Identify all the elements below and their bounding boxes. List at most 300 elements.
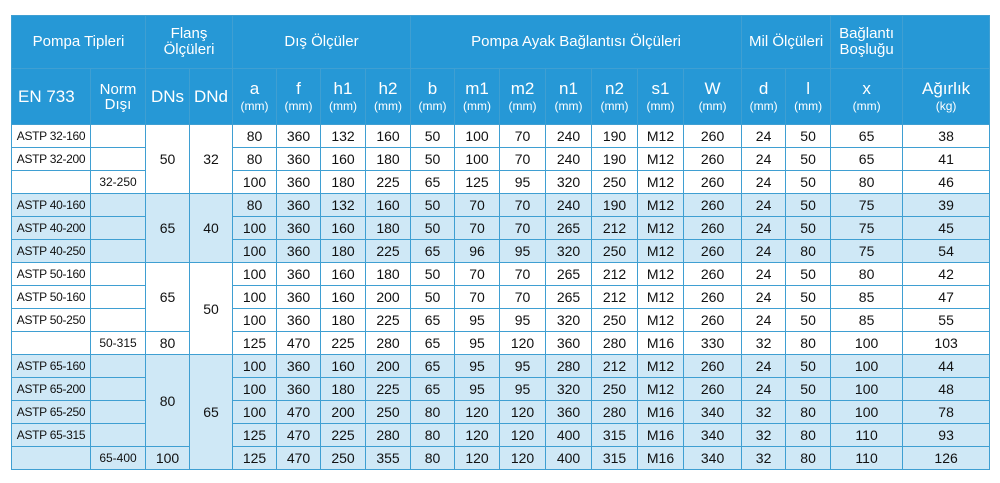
cell-n2: 250 [592, 378, 638, 401]
cell-h1: 160 [321, 263, 366, 286]
cell-w: 260 [684, 240, 742, 263]
cell-a: 100 [233, 401, 277, 424]
group-empty [903, 16, 990, 69]
col-m1-unit: (mm) [463, 99, 491, 113]
cell-h2: 280 [366, 332, 411, 355]
col-norm-line1: Norm [99, 80, 137, 98]
col-l-label: l [806, 79, 810, 98]
cell-f: 470 [277, 401, 321, 424]
cell-en733 [12, 332, 91, 355]
table-row [12, 194, 990, 217]
cell-b: 50 [411, 286, 455, 309]
col-n2-unit: (mm) [600, 99, 629, 113]
cell-m2: 70 [500, 263, 546, 286]
cell-n2: 315 [592, 424, 638, 447]
cell-n1: 360 [546, 332, 592, 355]
cell-m1: 120 [455, 447, 500, 470]
cell-d: 24 [742, 378, 786, 401]
cell-m2: 95 [500, 171, 546, 194]
col-agirlik [903, 69, 990, 125]
cell-m2: 70 [500, 286, 546, 309]
cell-l: 50 [786, 194, 831, 217]
cell-f: 360 [277, 286, 321, 309]
cell-d: 32 [742, 401, 786, 424]
cell-m2: 95 [500, 240, 546, 263]
col-m2 [500, 69, 546, 125]
group-pompa-ayak: Pompa Ayak Bağlantısı Ölçüleri [411, 16, 742, 69]
cell-f: 360 [277, 125, 321, 148]
col-b-unit: (mm) [418, 99, 447, 113]
cell-x: 100 [831, 401, 903, 424]
cell-kg: 38 [903, 125, 990, 148]
cell-x: 75 [831, 194, 903, 217]
cell-dnd: 40 [190, 194, 233, 263]
cell-n2: 190 [592, 194, 638, 217]
cell-s1: M12 [638, 286, 684, 309]
pump-dimensions-table [11, 15, 990, 470]
cell-l: 80 [786, 332, 831, 355]
cell-d: 24 [742, 148, 786, 171]
cell-m1: 70 [455, 217, 500, 240]
col-h2-label: h2 [378, 79, 398, 98]
cell-d: 24 [742, 355, 786, 378]
cell-m1: 95 [455, 355, 500, 378]
cell-h2: 250 [366, 401, 411, 424]
cell-x: 100 [831, 332, 903, 355]
cell-n1: 320 [546, 309, 592, 332]
cell-a: 100 [233, 355, 277, 378]
cell-f: 470 [277, 424, 321, 447]
col-n1-unit: (mm) [554, 99, 583, 113]
cell-w: 260 [684, 148, 742, 171]
col-d [742, 69, 786, 125]
cell-h2: 225 [366, 171, 411, 194]
cell-b: 80 [411, 447, 455, 470]
cell-s1: M16 [638, 424, 684, 447]
cell-dns: 50 [146, 125, 190, 194]
cell-n2: 212 [592, 263, 638, 286]
cell-w: 340 [684, 401, 742, 424]
cell-kg: 46 [903, 171, 990, 194]
cell-norm-disi [91, 125, 146, 148]
cell-w: 260 [684, 286, 742, 309]
cell-h1: 180 [321, 378, 366, 401]
col-a-unit: (mm) [240, 99, 269, 113]
cell-f: 360 [277, 171, 321, 194]
cell-en733: ASTP 40-200 [12, 217, 91, 240]
cell-h1: 180 [321, 171, 366, 194]
cell-d: 32 [742, 332, 786, 355]
cell-s1: M12 [638, 171, 684, 194]
cell-m2: 120 [500, 332, 546, 355]
cell-h2: 225 [366, 378, 411, 401]
col-n1-label: n1 [559, 79, 578, 98]
cell-n2: 280 [592, 401, 638, 424]
cell-norm-disi [91, 286, 146, 309]
cell-en733: ASTP 32-200 [12, 148, 91, 171]
cell-w: 260 [684, 378, 742, 401]
cell-m1: 125 [455, 171, 500, 194]
cell-en733: ASTP 40-250 [12, 240, 91, 263]
cell-l: 50 [786, 148, 831, 171]
col-d-label: d [758, 79, 769, 98]
col-n2-label: n2 [605, 79, 624, 98]
cell-f: 360 [277, 148, 321, 171]
group-baglanti-line1: Bağlantı [839, 25, 895, 42]
cell-n2: 212 [592, 217, 638, 240]
group-flans-line2: Ölçüleri [163, 41, 215, 58]
cell-kg: 126 [903, 447, 990, 470]
cell-d: 24 [742, 125, 786, 148]
cell-f: 360 [277, 240, 321, 263]
cell-s1: M16 [638, 332, 684, 355]
cell-n2: 250 [592, 171, 638, 194]
cell-h1: 225 [321, 332, 366, 355]
col-n2 [592, 69, 638, 125]
cell-s1: M12 [638, 217, 684, 240]
table-row [12, 447, 990, 470]
col-m1 [455, 69, 500, 125]
table-row [12, 332, 990, 355]
cell-dnd: 32 [190, 125, 233, 194]
cell-b: 65 [411, 171, 455, 194]
cell-m2: 70 [500, 148, 546, 171]
cell-h2: 280 [366, 424, 411, 447]
cell-n2: 315 [592, 447, 638, 470]
cell-m1: 120 [455, 401, 500, 424]
cell-w: 260 [684, 309, 742, 332]
cell-l: 50 [786, 171, 831, 194]
col-f-label: f [296, 79, 301, 98]
table-row [12, 125, 990, 148]
cell-d: 24 [742, 217, 786, 240]
cell-l: 50 [786, 217, 831, 240]
cell-s1: M16 [638, 447, 684, 470]
cell-x: 100 [831, 355, 903, 378]
cell-w: 340 [684, 447, 742, 470]
cell-norm-disi [91, 424, 146, 447]
cell-h1: 160 [321, 286, 366, 309]
cell-b: 80 [411, 424, 455, 447]
col-f [277, 69, 321, 125]
cell-b: 50 [411, 125, 455, 148]
cell-l: 50 [786, 355, 831, 378]
cell-b: 80 [411, 401, 455, 424]
cell-m2: 70 [500, 125, 546, 148]
cell-kg: 55 [903, 309, 990, 332]
col-norm-disi [91, 69, 146, 125]
cell-d: 24 [742, 263, 786, 286]
cell-l: 80 [786, 424, 831, 447]
cell-norm-disi [91, 217, 146, 240]
cell-b: 65 [411, 378, 455, 401]
cell-m1: 96 [455, 240, 500, 263]
cell-h1: 180 [321, 309, 366, 332]
cell-en733: ASTP 65-315 [12, 424, 91, 447]
cell-h1: 200 [321, 401, 366, 424]
cell-a: 125 [233, 447, 277, 470]
cell-x: 110 [831, 424, 903, 447]
col-h1-label: h1 [333, 79, 353, 98]
col-h2-unit: (mm) [374, 99, 402, 113]
cell-x: 85 [831, 309, 903, 332]
cell-m1: 120 [455, 424, 500, 447]
cell-b: 65 [411, 240, 455, 263]
cell-kg: 41 [903, 148, 990, 171]
cell-f: 360 [277, 378, 321, 401]
cell-b: 65 [411, 309, 455, 332]
col-en733: EN 733 [12, 69, 91, 125]
cell-dnd: 50 [190, 263, 233, 355]
cell-m1: 95 [455, 332, 500, 355]
col-b-label: b [427, 79, 438, 98]
cell-x: 75 [831, 240, 903, 263]
cell-f: 360 [277, 263, 321, 286]
cell-l: 80 [786, 447, 831, 470]
cell-n2: 212 [592, 286, 638, 309]
cell-n1: 320 [546, 378, 592, 401]
cell-kg: 45 [903, 217, 990, 240]
cell-norm-disi [91, 263, 146, 286]
cell-dns: 100 [146, 447, 190, 470]
col-m2-label: m2 [510, 79, 535, 98]
cell-l: 50 [786, 309, 831, 332]
cell-h1: 160 [321, 217, 366, 240]
group-baglanti-line2: Boşluğu [839, 41, 894, 58]
cell-l: 80 [786, 240, 831, 263]
cell-x: 80 [831, 171, 903, 194]
cell-w: 330 [684, 332, 742, 355]
cell-kg: 54 [903, 240, 990, 263]
group-baglanti-boslugu [831, 16, 903, 69]
cell-norm-disi [91, 401, 146, 424]
cell-d: 32 [742, 447, 786, 470]
cell-x: 85 [831, 286, 903, 309]
col-x-unit: (mm) [852, 99, 881, 113]
cell-n2: 280 [592, 332, 638, 355]
group-dis-olculer: Dış Ölçüler [233, 16, 411, 69]
cell-a: 80 [233, 148, 277, 171]
cell-h2: 355 [366, 447, 411, 470]
cell-h2: 180 [366, 217, 411, 240]
col-h1 [321, 69, 366, 125]
cell-d: 24 [742, 286, 786, 309]
cell-h1: 132 [321, 194, 366, 217]
cell-n1: 360 [546, 401, 592, 424]
cell-kg: 93 [903, 424, 990, 447]
cell-en733: ASTP 50-160 [12, 263, 91, 286]
cell-h1: 180 [321, 240, 366, 263]
cell-h2: 160 [366, 125, 411, 148]
cell-h1: 160 [321, 355, 366, 378]
cell-kg: 42 [903, 263, 990, 286]
cell-w: 260 [684, 194, 742, 217]
cell-f: 360 [277, 217, 321, 240]
cell-n1: 240 [546, 148, 592, 171]
header-column-row [12, 69, 990, 125]
cell-a: 80 [233, 125, 277, 148]
cell-n1: 265 [546, 217, 592, 240]
cell-w: 260 [684, 125, 742, 148]
cell-kg: 39 [903, 194, 990, 217]
col-m1-label: m1 [465, 79, 489, 98]
cell-a: 80 [233, 194, 277, 217]
cell-dns: 65 [146, 263, 190, 332]
cell-norm-disi: 50-315 [91, 332, 146, 355]
cell-h2: 225 [366, 240, 411, 263]
cell-m2: 95 [500, 355, 546, 378]
col-l-unit: (mm) [794, 99, 823, 113]
cell-d: 24 [742, 309, 786, 332]
col-b [411, 69, 455, 125]
cell-m1: 70 [455, 263, 500, 286]
cell-b: 50 [411, 263, 455, 286]
cell-n2: 190 [592, 148, 638, 171]
table-body [12, 125, 990, 470]
cell-l: 50 [786, 286, 831, 309]
cell-s1: M16 [638, 401, 684, 424]
cell-b: 65 [411, 355, 455, 378]
cell-x: 65 [831, 125, 903, 148]
cell-en733: ASTP 50-160 [12, 286, 91, 309]
cell-x: 80 [831, 263, 903, 286]
cell-w: 260 [684, 171, 742, 194]
cell-m1: 100 [455, 125, 500, 148]
cell-l: 50 [786, 378, 831, 401]
cell-n1: 240 [546, 125, 592, 148]
cell-b: 50 [411, 194, 455, 217]
cell-h2: 200 [366, 286, 411, 309]
col-dnd: DNd [190, 69, 233, 125]
cell-norm-disi [91, 240, 146, 263]
cell-h2: 200 [366, 355, 411, 378]
cell-f: 360 [277, 309, 321, 332]
cell-b: 50 [411, 148, 455, 171]
cell-h2: 160 [366, 194, 411, 217]
cell-norm-disi [91, 355, 146, 378]
col-w-unit: (mm) [698, 99, 727, 113]
cell-f: 360 [277, 355, 321, 378]
cell-norm-disi [91, 148, 146, 171]
col-w [684, 69, 742, 125]
cell-n2: 212 [592, 355, 638, 378]
cell-kg: 103 [903, 332, 990, 355]
col-d-unit: (mm) [749, 99, 778, 113]
cell-en733: ASTP 40-160 [12, 194, 91, 217]
cell-m1: 100 [455, 148, 500, 171]
cell-s1: M12 [638, 355, 684, 378]
cell-kg: 78 [903, 401, 990, 424]
cell-s1: M12 [638, 125, 684, 148]
cell-s1: M12 [638, 309, 684, 332]
cell-dnd: 65 [190, 355, 233, 470]
group-flans-olculeri [146, 16, 233, 69]
group-pompa-tipleri: Pompa Tipleri [12, 16, 146, 69]
cell-norm-disi: 65-400 [91, 447, 146, 470]
cell-x: 65 [831, 148, 903, 171]
cell-a: 100 [233, 171, 277, 194]
cell-w: 260 [684, 355, 742, 378]
cell-m2: 70 [500, 217, 546, 240]
cell-n1: 320 [546, 171, 592, 194]
col-a [233, 69, 277, 125]
cell-b: 65 [411, 332, 455, 355]
cell-l: 50 [786, 263, 831, 286]
cell-en733: ASTP 65-160 [12, 355, 91, 378]
cell-s1: M12 [638, 240, 684, 263]
cell-n2: 250 [592, 240, 638, 263]
cell-dns: 80 [146, 355, 190, 447]
table-row [12, 355, 990, 378]
cell-en733 [12, 447, 91, 470]
col-w-label: W [704, 79, 721, 98]
col-h2 [366, 69, 411, 125]
cell-s1: M12 [638, 148, 684, 171]
col-x [831, 69, 903, 125]
cell-m2: 120 [500, 447, 546, 470]
cell-f: 470 [277, 447, 321, 470]
cell-dns: 65 [146, 194, 190, 263]
col-s1-unit: (mm) [646, 99, 675, 113]
cell-n2: 190 [592, 125, 638, 148]
col-n1 [546, 69, 592, 125]
cell-w: 260 [684, 263, 742, 286]
header-group-row [12, 16, 990, 69]
cell-dns: 80 [146, 332, 190, 355]
cell-a: 125 [233, 332, 277, 355]
cell-l: 80 [786, 401, 831, 424]
cell-en733: ASTP 32-160 [12, 125, 91, 148]
col-a-label: a [249, 79, 260, 98]
cell-n1: 400 [546, 447, 592, 470]
cell-n1: 240 [546, 194, 592, 217]
cell-en733: ASTP 50-250 [12, 309, 91, 332]
cell-n1: 265 [546, 286, 592, 309]
cell-x: 100 [831, 378, 903, 401]
cell-l: 50 [786, 125, 831, 148]
cell-h2: 225 [366, 309, 411, 332]
cell-a: 100 [233, 263, 277, 286]
cell-norm-disi [91, 194, 146, 217]
cell-w: 260 [684, 217, 742, 240]
cell-h1: 225 [321, 424, 366, 447]
cell-kg: 48 [903, 378, 990, 401]
cell-f: 470 [277, 332, 321, 355]
cell-m1: 70 [455, 194, 500, 217]
cell-f: 360 [277, 194, 321, 217]
cell-x: 110 [831, 447, 903, 470]
cell-s1: M12 [638, 263, 684, 286]
col-l [786, 69, 831, 125]
cell-m2: 95 [500, 378, 546, 401]
cell-en733: ASTP 65-250 [12, 401, 91, 424]
col-h1-unit: (mm) [329, 99, 357, 113]
col-m2-unit: (mm) [508, 99, 537, 113]
col-s1-label: s1 [651, 79, 670, 98]
cell-kg: 47 [903, 286, 990, 309]
cell-norm-disi [91, 378, 146, 401]
cell-h2: 180 [366, 148, 411, 171]
cell-h2: 180 [366, 263, 411, 286]
cell-m2: 70 [500, 194, 546, 217]
cell-norm-disi: 32-250 [91, 171, 146, 194]
table-row [12, 263, 990, 286]
cell-h1: 160 [321, 148, 366, 171]
cell-m1: 70 [455, 286, 500, 309]
cell-n1: 265 [546, 263, 592, 286]
group-mil-olculeri: Mil Ölçüleri [742, 16, 831, 69]
cell-a: 125 [233, 424, 277, 447]
